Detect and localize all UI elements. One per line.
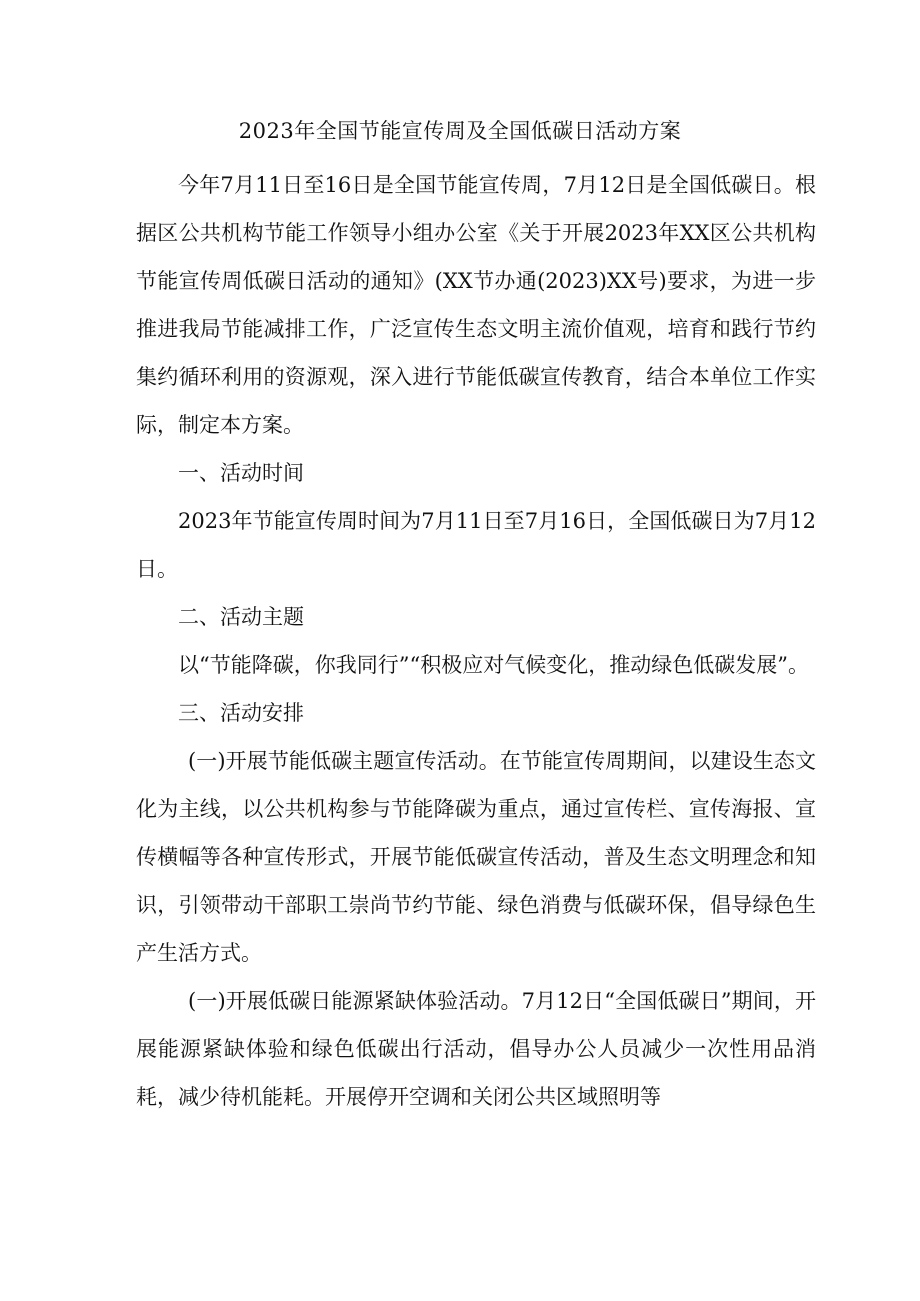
section-heading-time: 一、活动时间: [178, 461, 304, 485]
arrangement-item-1: (一)开展节能低碳主题宣传活动。在节能宣传周期间，以建设生态文化为主线，以公共机构参与节能降碳为重点，通过宣传栏、宣传海报、宣传横幅等各种宣传形式，开展节能低碳宣传活动，普及生态文明理念和知识，引领带动干部职工崇尚节约节能、绿色消费与低碳环保，倡导绿色生产生活方式。: [136, 749, 816, 965]
document-title: 2023年全国节能宣传周及全国低碳日活动方案: [238, 119, 682, 143]
intro-paragraph: 今年7月11日至16日是全国节能宣传周，7月12日是全国低碳日。根据区公共机构节能工作领导小组办公室《关于开展2023年XX区公共机构节能宣传周低碳日活动的通知》(XX节办通(2023)XX号)要求，为进一步推进我局节能减排工作，广泛宣传生态文明主流价值观，培育和践行节约集约循环利用的资源观，深入进行节能低碳宣传教育，结合本单位工作实际，制定本方案。: [136, 173, 816, 437]
theme-paragraph: 以“节能降碳，你我同行”“积极应对气候变化，推动绿色低碳发展”。: [178, 653, 809, 677]
section-heading-arrangement: 三、活动安排: [178, 701, 304, 725]
section-heading-theme: 二、活动主题: [178, 605, 304, 629]
time-paragraph: 2023年节能宣传周时间为7月11日至7月16日，全国低碳日为7月12日。: [136, 509, 816, 581]
document-body: [136, 161, 816, 1121]
arrangement-item-2: (一)开展低碳日能源紧缺体验活动。7月12日“全国低碳日”期间，开展能源紧缺体验和绿色低碳出行活动，倡导办公人员减少一次性用品消耗，减少待机能耗。开展停开空调和关闭公共区域照明等: [136, 989, 816, 1109]
